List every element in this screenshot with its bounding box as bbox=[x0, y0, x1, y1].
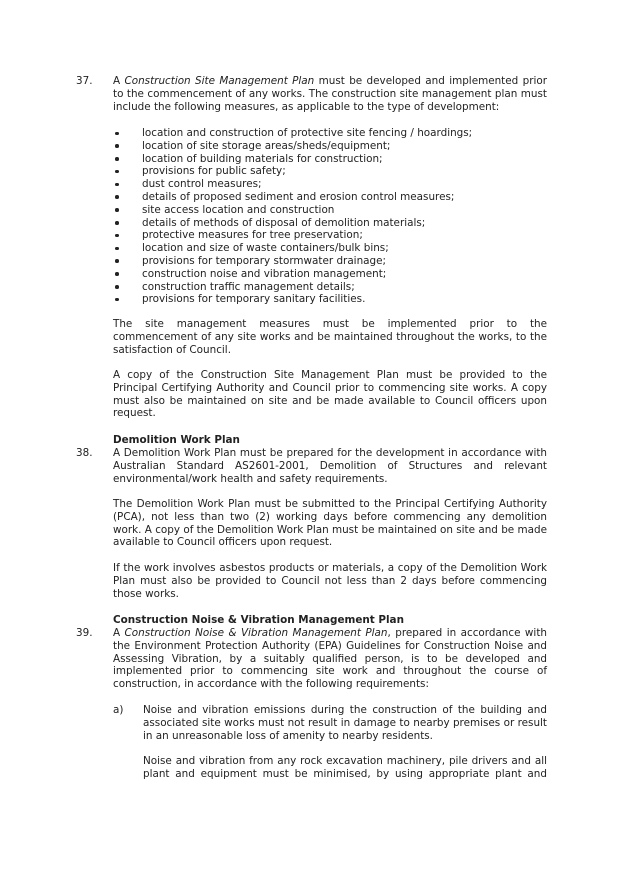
item-38-paragraph-3: If the work involves asbestos products or materials, a copy of the Demolition Work Plan must also be provided to Council not less than 2 days before commencing those works. bbox=[113, 562, 547, 600]
item-37-number: 37. bbox=[76, 75, 93, 87]
list-item: dust control measures; bbox=[113, 178, 547, 191]
list-item: provisions for temporary sanitary facilities. bbox=[113, 293, 547, 306]
item-37-intro-prefix: A bbox=[113, 75, 125, 87]
item-37-paragraph-2: The site management measures must be implemented prior to the commencement of any site works and be maintained throughout the works, to the satisfaction of Council. bbox=[113, 318, 547, 356]
item-37-paragraph-3: A copy of the Construction Site Management Plan must be provided to the Principal Certifying Authority and Council prior to commencing site works. A copy must also be maintained on site and be made available to Council officers upon request. bbox=[113, 369, 547, 420]
item-38-paragraph-2: The Demolition Work Plan must be submitted to the Principal Certifying Authority (PCA), not less than two (2) working days before commencing any demolition work. A copy of the Demolition Work Plan must be maintained on site and be made available to Council officers upon request. bbox=[113, 498, 547, 549]
list-item: construction noise and vibration management; bbox=[113, 268, 547, 281]
item-39-intro bbox=[113, 627, 547, 691]
sub-item-a-paragraph-2: Noise and vibration from any rock excavation machinery, pile drivers and all plant and equipment must be minimised, by using appropriate plant and bbox=[143, 755, 547, 780]
item-38-number: 38. bbox=[76, 447, 93, 459]
list-item: location and construction of protective site fencing / hoardings; bbox=[113, 127, 547, 140]
noise-vibration-plan-heading: Construction Noise & Vibration Management Plan bbox=[113, 614, 404, 626]
list-item: provisions for temporary stormwater drainage; bbox=[113, 255, 547, 268]
sub-item-a-paragraph-1: Noise and vibration emissions during the construction of the building and associated site works must not result in damage to nearby premises or result in an unreasonable loss of amenity to nearby residents. bbox=[143, 704, 547, 742]
sub-item-a-label: a) bbox=[113, 704, 124, 716]
list-item: provisions for public safety; bbox=[113, 165, 547, 178]
list-item: location of site storage areas/sheds/equipment; bbox=[113, 140, 547, 153]
item-39-number: 39. bbox=[76, 627, 93, 639]
list-item: construction traffic management details; bbox=[113, 281, 547, 294]
item-39-plan-title: Construction Noise & Vibration Management Plan bbox=[124, 627, 388, 639]
site-management-measures-list bbox=[113, 127, 547, 306]
list-item: location and size of waste containers/bulk bins; bbox=[113, 242, 547, 255]
list-item: site access location and construction bbox=[113, 204, 547, 217]
list-item: location of building materials for construction; bbox=[113, 153, 547, 166]
item-37-intro-rest: must be developed and implemented prior to the commencement of any works. The construction site management plan must include the following measures, as applicable to the type of development: bbox=[113, 75, 547, 113]
list-item: protective measures for tree preservation; bbox=[113, 229, 547, 242]
item-38-paragraph-1: A Demolition Work Plan must be prepared for the development in accordance with Australian Standard AS2601-2001, Demolition of Structures and relevant environmental/work health and safety requirements. bbox=[113, 447, 547, 485]
demolition-work-plan-heading: Demolition Work Plan bbox=[113, 434, 240, 446]
item-39-intro-prefix: A bbox=[113, 627, 125, 639]
item-39-intro-rest: , prepared in accordance with the Environment Protection Authority (EPA) Guidelines for Construction Noise and Assessing Vibration, by a suitably qualified person, is to be developed and implemented prior to commencing site work and throughout the course of construction, in accordance with the following requirements: bbox=[113, 627, 547, 691]
list-item: details of proposed sediment and erosion control measures; bbox=[113, 191, 547, 204]
item-37-intro bbox=[113, 75, 547, 113]
list-item: details of methods of disposal of demolition materials; bbox=[113, 217, 547, 230]
item-37-plan-title: Construction Site Management Plan bbox=[124, 75, 315, 87]
